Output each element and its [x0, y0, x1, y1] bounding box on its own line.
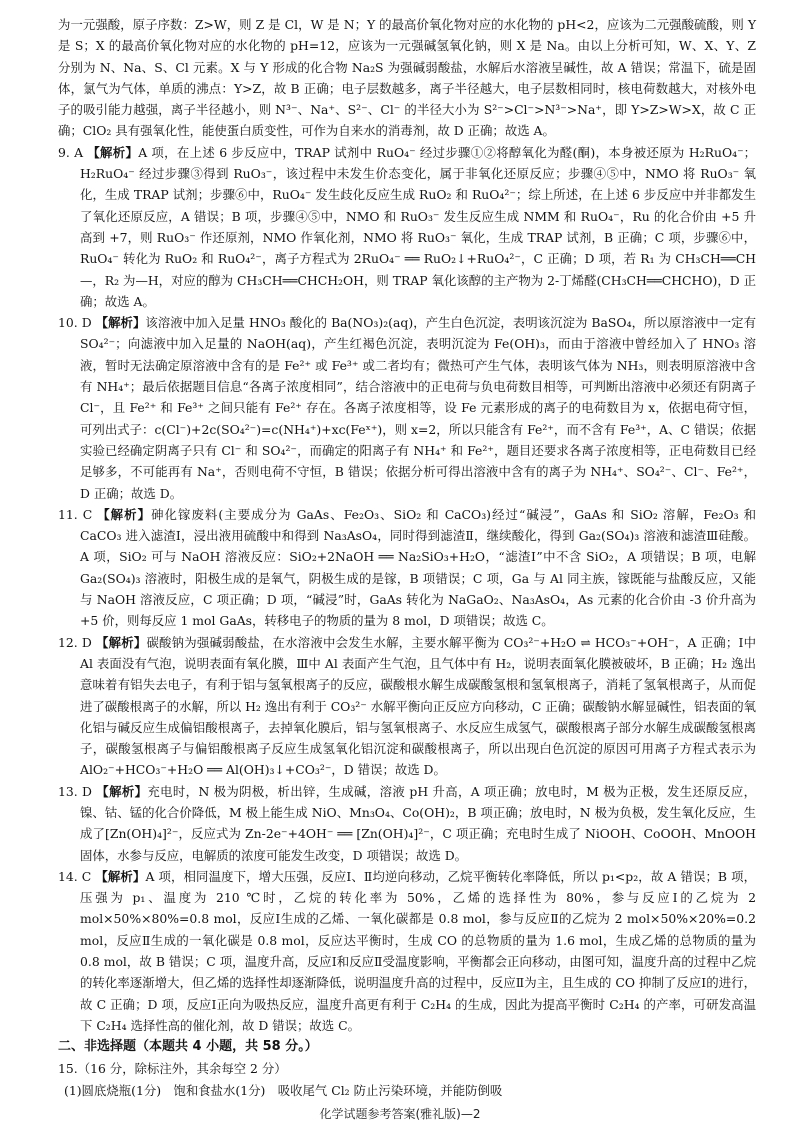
- question-15-answer-1: (1)圆底烧瓶(1分) 饱和食盐水(1分) 吸收尾气 Cl₂ 防止污染环境，并能防倒吸: [64, 1082, 503, 1098]
- answer-item-12: 12. D 【解析】碳酸钠为强碱弱酸盐，在水溶液中会发生水解，主要水解平衡为 CO₃²⁻+H₂O ⇌ HCO₃⁻+OH⁻，A 正确；Ⅰ中 Al 表面没有气泡，说明表面有氧化膜，Ⅲ中 Al 表面产生气泡，且气体中有 H₂，说明表面氧化膜被破坏，B 正确；H₂ 逸出意味着有铝失去电子，有利于铝与氢氧根离子的反应，碳酸根水解生成碳酸氢根和氢氧根离子，消耗了氢氧根离子，从而促进了碳酸根离子的水解，所以 H₂ 逸出有利于 CO₃²⁻ 水解平衡向正反应方向移动，C 正确；碳酸钠水解显碱性，铝表面的氧化铝与碱反应生成偏铝酸根离子，去掉氧化膜后，铝与氢氧根离子、水反应生成氢气，碳酸根离子部分水解生成碳酸氢根离子，碳酸氢根离子与偏铝酸根离子反应生成氢氧化铝沉淀和碳酸根离子，所以出现白色沉淀的原因可用离子方程式表示为 AlO₂⁻+HCO₃⁻+H₂O ══ Al(OH)₃↓+CO₃²⁻，D 错误；故选 D。: [58, 634, 756, 778]
- answer-item-9: 9. A 【解析】A 项，在上述 6 步反应中，TRAP 试剂中 RuO₄⁻ 经过步骤①②将醇氧化为醛(酮)，本身被还原为 H₂RuO₄⁻；H₂RuO₄⁻ 经过步骤③得到 RuO₃⁻，该过程中未发生价态变化，属于非氧化还原反应；步骤④⑤中，NMO 将 RuO₃⁻ 氧化，生成 TRAP 试剂；步骤⑥中，RuO₄⁻ 发生歧化反应生成 RuO₂ 和 RuO₄²⁻；综上所述，在上述 6 步反应中并非都发生了氧化还原反应，A 错误；B 项，步骤④⑤中，NMO 和 RuO₃⁻ 发生反应生成 NMM 和 RuO₄⁻，Ru 的化合价由 +5 升高到 +7，则 RuO₃⁻ 作还原剂，NMO 作氧化剂，NMO 将 RuO₃⁻ 氧化，生成 TRAP 试剂，B 正确；C 项，步骤⑥中，RuO₄⁻ 转化为 RuO₂ 和 RuO₄²⁻，离子方程式为 2RuO₄⁻ ══ RuO₂↓+RuO₄²⁻，C 正确；D 项，若 R₁ 为 CH₃CH══CH—，R₂ 为—H，对应的醇为 CH₃CH══CHCH₂OH，则 TRAP 氧化该醇的主产物为 2-丁烯醛(CH₃CH══CHCHO)，D 正确；故选 A。: [58, 144, 757, 309]
- section-heading-nonchoice: 二、非选择题（本题共 4 小题，共 58 分。）: [58, 1039, 318, 1055]
- answer-items: [58, 142, 756, 1036]
- item-8-continuation: 为一元强酸，原子序数：Z>W，则 Z 是 Cl，W 是 N；Y 的最高价氧化物对应的水化物的 pH<2，应该为二元强酸硫酸，则 Y 是 S；X 的最高价氧化物对应的水化物的 pH=12，应该为一元强碱氢氧化钠，则 X 是 Na。由以上分析可知，W、X、Y、Z 分别为 N、Na、S、Cl 元素。X 与 Y 形成的化合物 Na₂S 为强碱弱酸盐，水解后水溶液呈碱性，故 A 错误；常温下，硫是固体，氯气为气体，单质的沸点：Y>Z，故 B 正确；电子层数越多，离子半径越大，电子层数相同时，核电荷数越大，对核外电子的吸引能力越强，离子半径越小，则 N³⁻、Na⁺、S²⁻、Cl⁻ 的半径大小为 S²⁻>Cl⁻>N³⁻>Na⁺，即 Y>Z>W>X，故 C 正确；ClO₂ 具有强氧化性，能使蛋白质变性，可作为自来水的消毒剂，故 D 正确；故选 A。: [58, 17, 756, 139]
- answer-item-11: 11. C 【解析】砷化镓废料(主要成分为 GaAs、Fe₂O₃、SiO₂ 和 CaCO₃)经过“碱浸”，GaAs 和 SiO₂ 溶解，Fe₂O₃ 和 CaCO₃ 进入滤渣Ⅰ，浸出液用硫酸中和得到 Na₃AsO₄，同时得到滤渣Ⅱ，继续酸化，得到 Ga₂(SO₄)₃ 溶液和滤渣Ⅲ硅酸。A 项，SiO₂ 可与 NaOH 溶液反应：SiO₂+2NaOH ══ Na₂SiO₃+H₂O，“滤渣Ⅰ”中不含 SiO₂，A 项错误；B 项，电解 Ga₂(SO₄)₃ 溶液时，阳极生成的是氧气，阴极生成的是镓，B 项错误；C 项，Ga 与 Al 同主族，镓既能与盐酸反应，又能与 NaOH 溶液反应，C 项正确；D 项，“碱浸”时，GaAs 转化为 NaGaO₂、Na₃AsO₄，As 元素的化合价由 -3 价升高为 +5 价，则每反应 1 mol GaAs，转移电子的物质的量为 8 mol，D 项错误；故选 C。: [58, 506, 757, 629]
- answer-item-13: 13. D 【解析】充电时，N 极为阴极，析出锌，生成碱，溶液 pH 升高，A 项正确；放电时，M 极为正极，发生还原反应，镍、钴、锰的化合价降低，M 极上能生成 NiO、Mn₃O₄、Co(OH)₂，B 项正确；放电时，N 极为负极，发生氧化反应，生成了[Zn(OH)₄]²⁻，反应式为 Zn-2e⁻+4OH⁻ ══ [Zn(OH)₄]²⁻，C 项正确；充电时生成了 NiOOH、CoOOH、MnOOH 固体，水参与反应，电解质的浓度可能发生改变，D 项错误；故选 D。: [58, 783, 756, 863]
- answer-item-10: 10. D 【解析】该溶液中加入足量 HNO₃ 酸化的 Ba(NO₃)₂(aq)，产生白色沉淀，表明该沉淀为 BaSO₄，所以原溶液中一定有 SO₄²⁻；向滤液中加入足量的 NaOH(aq)，产生红褐色沉淀，表明沉淀为 Fe(OH)₃，而由于溶液中曾经加入了 HNO₃ 溶液，暂时无法确定原溶液中含有的是 Fe²⁺ 或 Fe³⁺ 或二者均有；微热可产生气体，表明该气体为 NH₃，则表明原溶液中含有 NH₄⁺；最后依据题目信息“各离子浓度相同”，结合溶液中的正电荷与负电荷数目相等，可判断出溶液中必须还有阴离子 Cl⁻，且 Fe²⁺ 和 Fe³⁺ 之间只能有 Fe²⁺ 存在。各离子浓度相等，设 Fe 元素形成的离子的电荷数目为 x，依据电荷守恒，可列出式子：c(Cl⁻)+2c(SO₄²⁻)=c(NH₄⁺)+xc(Feˣ⁺)，则 x=2，所以只能含有 Fe²⁺，而不含有 Fe³⁺，A、C 错误；依据实验已经确定阴离子只有 Cl⁻ 和 SO₄²⁻，而确定的阳离子有 NH₄⁺ 和 Fe²⁺，题目还要求各离子浓度相等，正电荷数目已经足够多，不可能再有 Na⁺，否则电荷不守恒，B 错误；依据分析可得出溶液中含有的离子为 NH₄⁺、SO₄²⁻、Cl⁻、Fe²⁺，D 正确；故选 D。: [58, 315, 756, 501]
- answer-item-14: 14. C 【解析】A 项，相同温度下，增大压强，反应Ⅰ、Ⅱ均逆向移动，乙烷平衡转化率降低，所以 p₁<p₂，故 A 错误；B 项，压强为 p₁、温度为 210 ℃时，乙烷的转化率为 50%，乙烯的选择性为 80%，参与反应Ⅰ的乙烷为 2 mol×50%×80%=0.8 mol，反应Ⅰ生成的乙烯、一氧化碳都是 0.8 mol，参与反应Ⅱ的乙烷为 2 mol×50%×20%=0.2 mol，反应Ⅱ生成的一氧化碳是 0.8 mol，反应达平衡时，生成 CO 的总物质的量为 1.6 mol，生成乙烯的总物质的量为 0.8 mol，故 B 错误；C 项，温度升高，反应Ⅰ和反应Ⅱ受温度影响，平衡都会正向移动，由图可知，温度升高的过程中乙烷的转化率逐渐增大，但乙烯的选择性却逐渐降低，说明温度升高的过程中，反应Ⅱ为主，且生成的 CO 抑制了反应Ⅰ的进行，故 C 正确；D 项，反应Ⅰ正向为吸热反应，温度升高更有利于 C₂H₄ 的生成，因此为提高平衡时 C₂H₄ 的产率，可研发高温下 C₂H₄ 选择性高的催化剂，故 D 错误；故选 C。: [58, 868, 756, 1033]
- page-footer: 化学试题参考答案(雅礼版)—2: [319, 1107, 481, 1121]
- question-15-heading: 15.（16 分，除标注外，其余每空 2 分）: [58, 1061, 287, 1077]
